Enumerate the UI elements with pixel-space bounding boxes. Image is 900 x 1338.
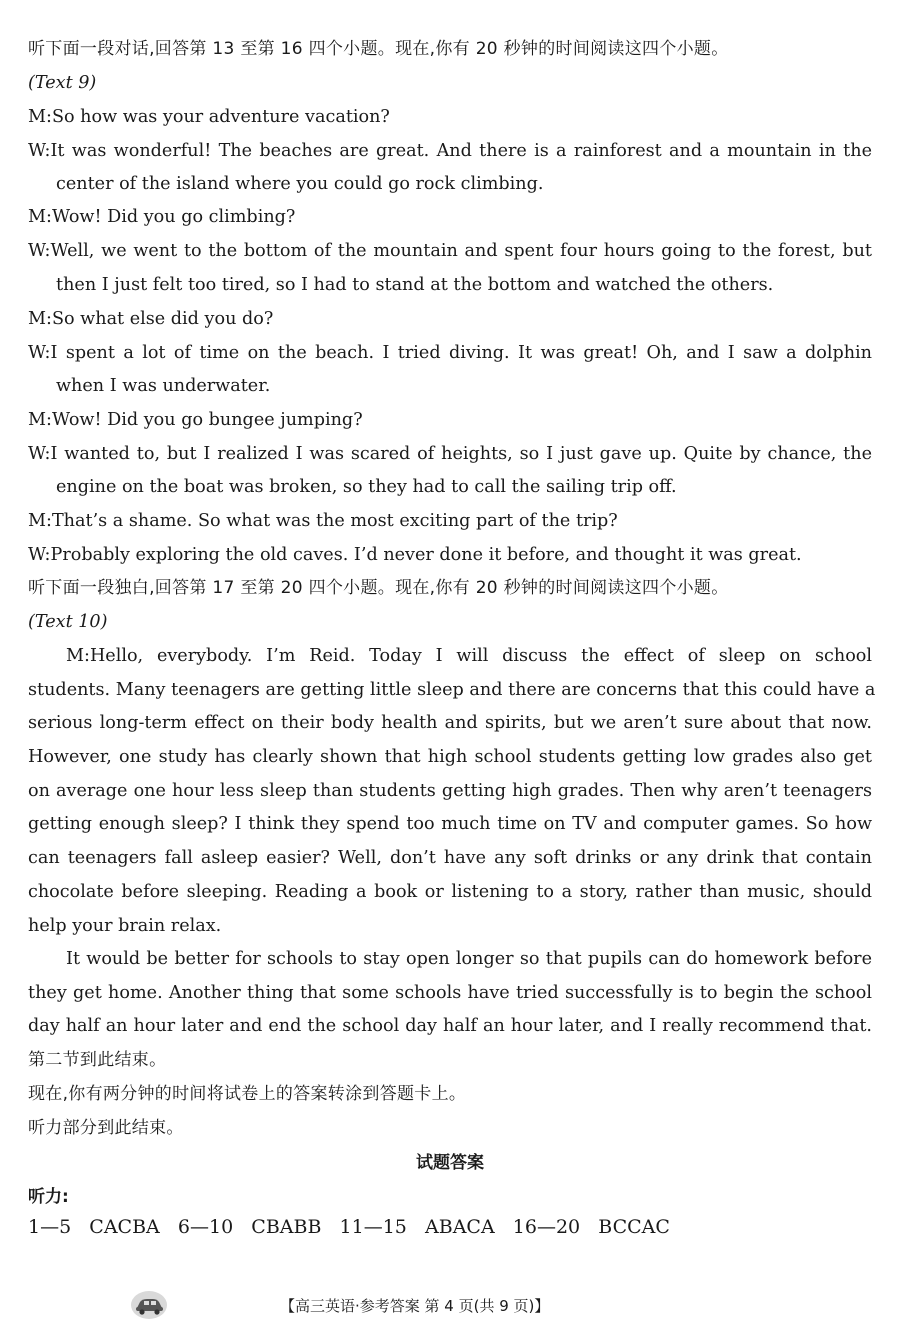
monologue-line: day half an hour later and end the school day half an hour later, and I really recommend that. <box>28 1016 872 1036</box>
monologue-line: students. Many teenagers are getting little sleep and there are concerns that this could have a <box>28 680 876 700</box>
monologue-line: It would be better for schools to stay open longer so that pupils can do homework before <box>66 949 872 969</box>
dialogue-line: then I just felt too tired, so I had to stand at the bottom and watched the others. <box>56 275 774 295</box>
dialogue-line: M:Wow! Did you go climbing? <box>28 207 296 227</box>
section1-instruction: 听下面一段对话,回答第 13 至第 16 四个小题。现在,你有 20 秒钟的时间阅读这四个小题。 <box>28 39 729 59</box>
dialogue-line: M:Wow! Did you go bungee jumping? <box>28 410 363 430</box>
monologue-line: M:Hello, everybody. I’m Reid. Today I will discuss the effect of sleep on school <box>66 646 872 666</box>
dialogue-line: M:That’s a shame. So what was the most exciting part of the trip? <box>28 511 618 531</box>
monologue-line: they get home. Another thing that some schools have tried successfully is to begin the school <box>28 983 872 1003</box>
monologue-line: getting enough sleep? I think they spend too much time on TV and computer games. So how <box>28 814 872 834</box>
monologue-line: chocolate before sleeping. Reading a book or listening to a story, rather than music, should <box>28 882 872 902</box>
dialogue-line: W:I wanted to, but I realized I was scared of heights, so I just gave up. Quite by chance, the <box>28 444 872 464</box>
dialogue-line: W:I spent a lot of time on the beach. I tried diving. It was great! Oh, and I saw a dolphin <box>28 343 872 363</box>
monologue-line: can teenagers fall asleep easier? Well, don’t have any soft drinks or any drink that contain <box>28 848 872 868</box>
closing-line: 听力部分到此结束。 <box>28 1118 184 1138</box>
dialogue-line: engine on the boat was broken, so they had to call the sailing trip off. <box>56 477 677 497</box>
closing-line: 现在,你有两分钟的时间将试卷上的答案转涂到答题卡上。 <box>28 1084 467 1104</box>
monologue-line: on average one hour less sleep than students getting high grades. Then why aren’t teenagers <box>28 781 872 801</box>
dialogue-line: W:Probably exploring the old caves. I’d never done it before, and thought it was great. <box>28 545 802 565</box>
dialogue-line: when I was underwater. <box>56 376 271 396</box>
page-footer: 【高三英语·参考答案 第 4 页(共 9 页)】 <box>280 1297 550 1315</box>
monologue-line: However, one study has clearly shown that high school students getting low grades also get <box>28 747 872 767</box>
monologue-line: help your brain relax. <box>28 916 222 936</box>
car-logo-icon <box>130 1290 168 1320</box>
answers-row: 1—5 CACBA 6—10 CBABB 11—15 ABACA 16—20 BCCAC <box>28 1216 670 1238</box>
section2-instruction: 听下面一段独白,回答第 17 至第 20 四个小题。现在,你有 20 秒钟的时间阅读这四个小题。 <box>28 578 729 598</box>
dialogue-line: W:Well, we went to the bottom of the mountain and spent four hours going to the forest, but <box>28 241 872 261</box>
closing-line: 第二节到此结束。 <box>28 1050 167 1070</box>
answers-label: 听力: <box>28 1187 69 1207</box>
dialogue-line: W:It was wonderful! The beaches are great. And there is a rainforest and a mountain in the <box>28 141 872 161</box>
answers-heading: 试题答案 <box>416 1153 484 1173</box>
section1-text-label: (Text 9) <box>28 73 97 93</box>
dialogue-line: M:So what else did you do? <box>28 309 274 329</box>
dialogue-line: M:So how was your adventure vacation? <box>28 107 390 127</box>
section2-text-label: (Text 10) <box>28 612 108 632</box>
monologue-line: serious long-term effect on their body health and spirits, but we aren’t sure about that now. <box>28 713 872 733</box>
dialogue-line: center of the island where you could go rock climbing. <box>56 174 544 194</box>
